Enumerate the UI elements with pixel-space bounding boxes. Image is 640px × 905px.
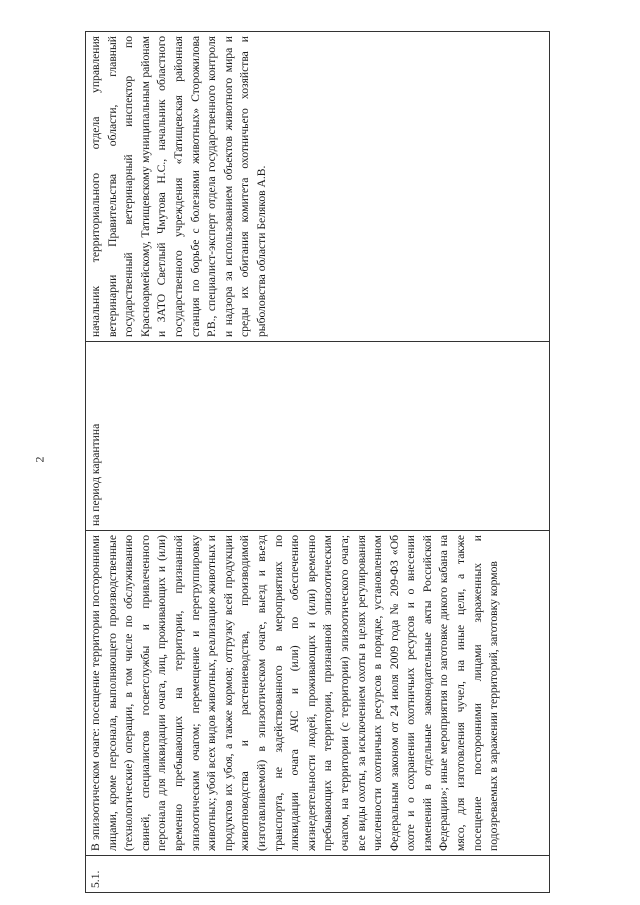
measures-table	[85, 31, 550, 893]
page-number: 2	[32, 456, 47, 463]
row-number-cell: 5.1.	[86, 856, 550, 893]
document-sheet	[85, 31, 550, 893]
measures-cell: В эпизоотическом очаге: посещение территории посторонними лицами, кроме персонала, выполняющего производственные (технологические) операции, в том числе по обслуживанию свиней, специалистов госветслужбы и привлеченного персонала для ликвидации очага, лиц, проживающих и (или) временно пребывающих на территории, признанной эпизоотическим очагом; перемещение и перегруппировку животных; убой всех видов животных, реализацию животных и продуктов их убоя, а также кормов; отгрузку всей продукции животноводства и растениеводства, производимой (изготавливаемой) в эпизоотическом очаге, выезд и въезд транспорта, не задействованного в мероприятиях по ликвидации очага АЧС и (или) по обеспечению жизнедеятельности людей, проживающих и (или) временно пребывающих на территории, признанной эпизоотическим очагом, на территории (с территории) эпизоотического очага; все виды охоты, за исключением охоты в целях регулирования численности охотничьих ресурсов в порядке, установленном Федеральным законом от 24 июля 2009 года № 209-ФЗ «Об охоте и о сохранении охотничьих ресурсов и о внесении изменений в отдельные законодательные акты Российской Федерации»; иные мероприятия по заготовке дикого кабана на мясо, для изготовления чучел, на иные цели, а также посещение посторонними лицами зараженных и подозреваемых в заражении территорий, заготовку кормов	[86, 531, 550, 856]
responsible-cell: начальник территориального отдела управления ветеринарии Правительства области, главный государственный ветеринарный инспектор по Красноармейскому, Татищевскому муниципальным районам и ЗАТО Светлый Чмутова Н.С., начальник областного государственного учреждения «Татищевская районная станция по борьбе с болезнями животных» Сторожилова Р.В., специалист-эксперт отдела государственного контроля и надзора за использованием объектов животного мира и среды их обитания комитета охотничьего хозяйства и рыболовства области Беляков А.В.	[86, 32, 550, 342]
period-cell: на период карантина	[86, 342, 550, 531]
table-row	[86, 32, 550, 893]
